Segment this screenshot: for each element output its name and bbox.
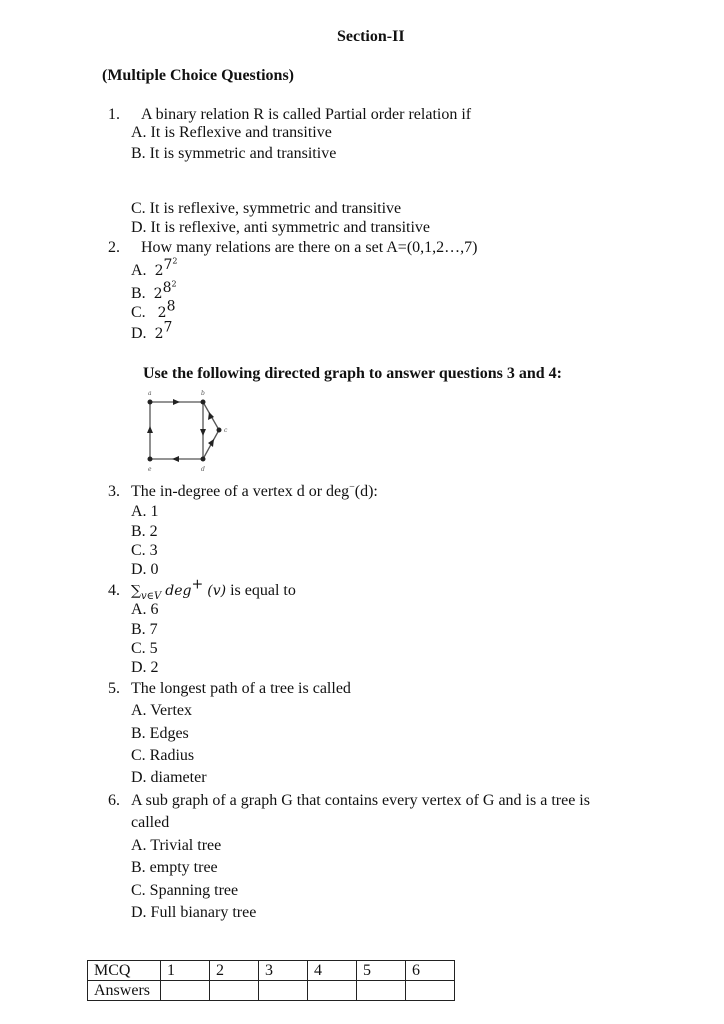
answer-cell[interactable] <box>406 981 455 1001</box>
table-header: MCQ <box>88 961 161 981</box>
option-b: B. It is symmetric and transitive <box>131 145 337 162</box>
arrow-icon <box>147 426 153 433</box>
option-a: A. Trivial tree <box>131 837 222 854</box>
column-header: 1 <box>161 961 210 981</box>
question-number: 4. <box>108 582 120 599</box>
arrow-icon <box>173 399 180 405</box>
answer-cell[interactable] <box>357 981 406 1001</box>
table-header: Answers <box>88 981 161 1001</box>
answer-cell[interactable] <box>161 981 210 1001</box>
option-b: B. 2 <box>131 523 158 540</box>
exponent: 8 <box>166 298 176 315</box>
column-header: 2 <box>210 961 259 981</box>
option-a: A. Vertex <box>131 702 193 719</box>
argument: (v) <box>207 583 227 599</box>
question-text-main: The in-degree of a vertex d or deg <box>131 483 350 500</box>
vertex-label: d <box>201 466 205 473</box>
answer-cell[interactable] <box>210 981 259 1001</box>
exponent-2: 2 <box>171 279 177 288</box>
column-header: 5 <box>357 961 406 981</box>
question-text: A binary relation R is called Partial order relation if <box>141 106 472 123</box>
question-text: A sub graph of a graph G that contains every vertex of G and is a tree is <box>131 792 590 809</box>
sum-symbol: ∑ <box>131 583 141 599</box>
exponent: 8 <box>162 279 172 296</box>
option-a: A. 1 <box>131 503 159 520</box>
option-math: 2 <box>153 285 163 302</box>
sum-subscript: v∈V <box>141 591 162 603</box>
option-label: C. <box>131 304 146 321</box>
exponent: 7 <box>163 256 173 273</box>
vertex-label: c <box>224 427 228 434</box>
table-row <box>88 961 455 981</box>
vertex-label: b <box>201 390 205 397</box>
option-math: 2 <box>154 326 164 342</box>
subtitle: (Multiple Choice Questions) <box>102 67 294 84</box>
column-header: 3 <box>259 961 308 981</box>
question-text-continued: called <box>131 814 170 831</box>
option-math: 2 <box>157 305 167 321</box>
exponent: 7 <box>163 319 173 336</box>
option-d <box>131 319 173 343</box>
option-b: B. empty tree <box>131 859 218 876</box>
option-label: A. <box>131 261 147 279</box>
section-title: Section-II <box>337 28 405 45</box>
exponent-2: 2 <box>172 256 178 265</box>
option-d: D. 0 <box>131 561 159 578</box>
column-header: 4 <box>308 961 357 981</box>
option-a <box>131 256 178 280</box>
vertex-c <box>217 428 222 433</box>
option-label: B. <box>131 284 146 302</box>
option-d: D. Full bianary tree <box>131 904 257 921</box>
deg-symbol: deg <box>165 583 192 599</box>
option-d: D. diameter <box>131 769 207 786</box>
question-text: The longest path of a tree is called <box>131 680 351 697</box>
directed-graph <box>140 388 240 480</box>
question-number: 5. <box>108 680 120 697</box>
answer-cell[interactable] <box>259 981 308 1001</box>
option-d: D. It is reflexive, anti symmetric and transitive <box>131 219 431 236</box>
arrow-icon <box>200 429 206 436</box>
option-b: B. Edges <box>131 725 189 742</box>
question-number: 6. <box>108 792 120 809</box>
option-math: 2 <box>154 262 164 279</box>
option-c: C. Radius <box>131 747 195 764</box>
vertex-label: e <box>148 466 152 473</box>
answer-table <box>87 960 455 1001</box>
option-a: A. It is Reflexive and transitive <box>131 124 332 141</box>
option-b: B. 7 <box>131 621 158 638</box>
option-d: D. 2 <box>131 659 159 676</box>
question-text-tail: is equal to <box>230 582 296 599</box>
option-c: C. Spanning tree <box>131 882 239 899</box>
question-number: 2. <box>108 239 120 256</box>
answer-cell[interactable] <box>308 981 357 1001</box>
graph-instruction: Use the following directed graph to answer questions 3 and 4: <box>143 365 562 382</box>
vertex-e <box>148 457 153 462</box>
question-number: 1. <box>108 106 120 123</box>
option-label: D. <box>131 325 147 342</box>
superscript: + <box>191 576 204 593</box>
arrow-icon <box>172 456 179 462</box>
table-row <box>88 981 455 1001</box>
vertex-a <box>148 400 153 405</box>
question-number: 3. <box>108 483 120 500</box>
option-a: A. 6 <box>131 601 159 618</box>
column-header: 6 <box>406 961 455 981</box>
option-c: C. 5 <box>131 640 158 657</box>
question-text-tail: (d): <box>354 483 378 500</box>
question-text: How many relations are there on a set A=(0,1,2…,7) <box>141 239 478 256</box>
question-text <box>131 483 378 501</box>
vertex-d <box>201 457 206 462</box>
superscript: − <box>349 481 355 493</box>
vertex-b <box>201 400 206 405</box>
option-c: C. It is reflexive, symmetric and transitive <box>131 200 402 217</box>
option-c: C. 3 <box>131 542 158 559</box>
vertex-label: a <box>148 390 152 397</box>
